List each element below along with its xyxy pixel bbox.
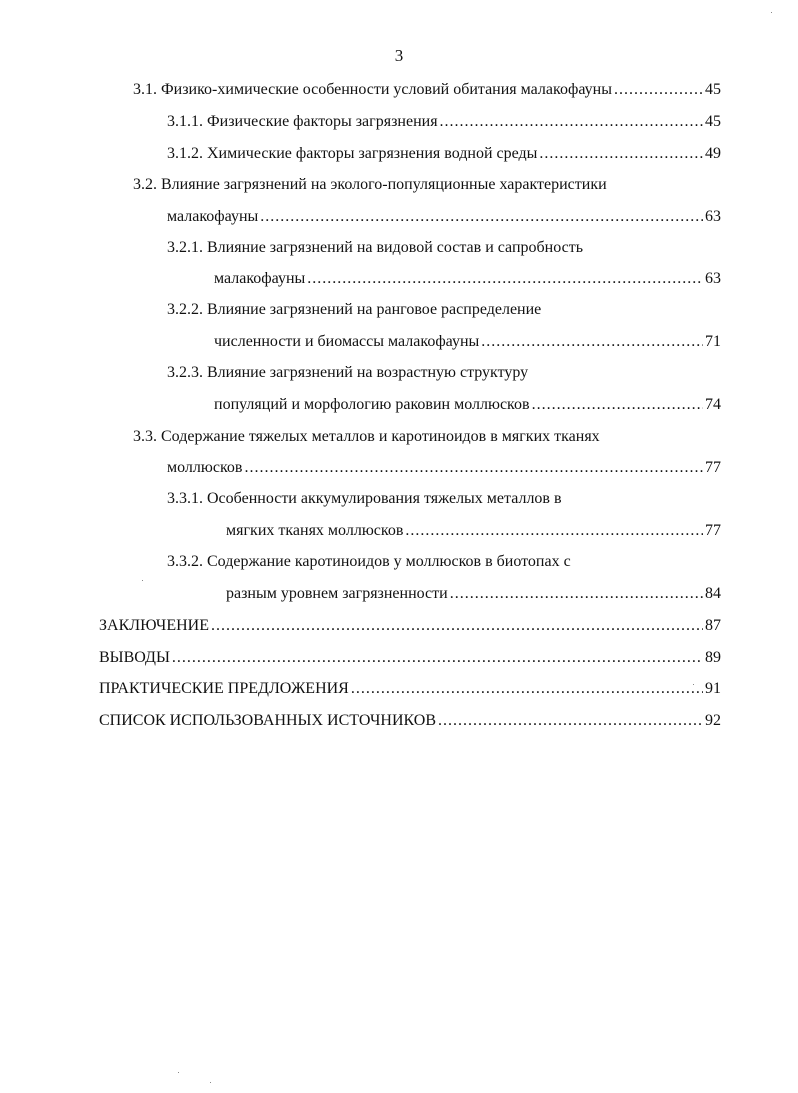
toc-entry-findings: [99, 647, 721, 669]
toc-entry-title: 3.3. Содержание тяжелых металлов и каротиноидов в мягких тканях: [133, 428, 600, 445]
toc-entry-title: 3.3.2. Содержание каротиноидов у моллюсков в биотопах с: [167, 553, 571, 570]
toc-entry-page: 63: [705, 270, 721, 287]
toc-entry-title-cont: популяций и морфологию раковин моллюсков: [214, 396, 530, 413]
toc-entry-page: 77: [705, 459, 721, 476]
toc-entry-3-2-3-line1: [167, 362, 528, 384]
toc-entry-title: 3.2.3. Влияние загрязнений на возрастную структуру: [167, 364, 529, 381]
toc-entry-title-cont: малакофауны: [167, 208, 259, 225]
toc-entry-title-cont: численности и биомассы малакофауны: [214, 333, 480, 350]
toc-entry-page: 91: [705, 680, 721, 697]
toc-entry-title: 3.2. Влияние загрязнений на эколого-популяционные характеристики: [133, 176, 607, 193]
toc-entry-3-2-1-line1: [167, 237, 583, 259]
toc-entry-3-1-1: [167, 111, 721, 133]
dot-leader: [307, 268, 703, 290]
page-number: 3: [394, 46, 404, 65]
toc-entry-page: 92: [705, 712, 721, 729]
toc-entry-3-2: [167, 206, 721, 228]
dot-leader: [260, 206, 703, 228]
toc-entry-page: 49: [705, 145, 721, 162]
scan-speck: [210, 1082, 211, 1083]
dot-leader: [438, 710, 703, 732]
toc-entry-page: 77: [705, 522, 721, 539]
scan-speck: [693, 684, 694, 685]
toc-entry-3-1-2: [167, 143, 721, 165]
toc-entry-3-2-2-line1: [167, 299, 541, 321]
toc-entry-references: [99, 710, 721, 732]
toc-entry-3-2-3: [214, 394, 721, 416]
toc-entry-page: 84: [705, 585, 721, 602]
dot-leader: [211, 615, 703, 637]
toc-entry-title: 3.2.1. Влияние загрязнений на видовой состав и сапробность: [167, 239, 583, 256]
toc-entry-title-cont: моллюсков: [167, 459, 243, 476]
toc-entry-practical-proposals: [99, 678, 721, 700]
scan-speck: [771, 12, 772, 13]
toc-entry-page: 45: [705, 113, 721, 130]
dot-leader: [351, 678, 703, 700]
dot-leader: [450, 583, 703, 605]
toc-entry-title: 3.1. Физико-химические особенности условий обитания малакофауны: [133, 81, 612, 98]
scan-speck: [178, 1072, 179, 1073]
toc-entry-page: 87: [705, 617, 721, 634]
toc-entry-3-2-line1: [133, 174, 607, 196]
toc-entry-title: ЗАКЛЮЧЕНИЕ: [99, 617, 209, 634]
toc-entry-title: ПРАКТИЧЕСКИЕ ПРЕДЛОЖЕНИЯ: [99, 680, 349, 697]
toc-entry-title: СПИСОК ИСПОЛЬЗОВАННЫХ ИСТОЧНИКОВ: [99, 712, 437, 729]
toc-entry-3-3-2-line1: [167, 551, 571, 573]
dot-leader: [172, 647, 703, 669]
toc-entry-3-3-line1: [133, 426, 600, 448]
toc-entry-3-2-1: [214, 268, 721, 290]
toc-entry-title: 3.1.2. Химические факторы загрязнения водной среды: [167, 145, 538, 162]
toc-entry-page: 74: [705, 396, 721, 413]
toc-entry-3-2-2: [214, 331, 721, 353]
toc-entry-3-3-2: [226, 583, 721, 605]
dot-leader: [532, 394, 703, 416]
scan-speck: [142, 580, 143, 581]
dot-leader: [481, 331, 703, 353]
toc-entry-3-3-1: [226, 520, 721, 542]
dot-leader: [244, 457, 703, 479]
toc-entry-title: 3.1.1. Физические факторы загрязнения: [167, 113, 438, 130]
toc-entry-title: 3.2.2. Влияние загрязнений на ранговое распределение: [167, 301, 542, 318]
toc-entry-title-cont: мягких тканях моллюсков: [226, 522, 404, 539]
toc-entry-title-cont: разным уровнем загрязненности: [226, 585, 448, 602]
dot-leader: [440, 111, 703, 133]
toc-entry-title: ВЫВОДЫ: [99, 649, 170, 666]
toc-entry-page: 45: [705, 81, 721, 98]
dot-leader: [539, 143, 703, 165]
dot-leader: [614, 79, 703, 101]
toc-entry-page: 63: [705, 208, 721, 225]
toc-entry-3-1: [133, 79, 721, 101]
toc-entry-3-3-1-line1: [167, 488, 562, 510]
toc-entry-page: 89: [705, 649, 721, 666]
dot-leader: [405, 520, 703, 542]
toc-entry-3-3: [167, 457, 721, 479]
toc-entry-title: 3.3.1. Особенности аккумулирования тяжелых металлов в: [167, 490, 562, 507]
toc-entry-conclusion: [99, 615, 721, 637]
toc-entry-page: 71: [705, 333, 721, 350]
toc-entry-title-cont: малакофауны: [214, 270, 306, 287]
